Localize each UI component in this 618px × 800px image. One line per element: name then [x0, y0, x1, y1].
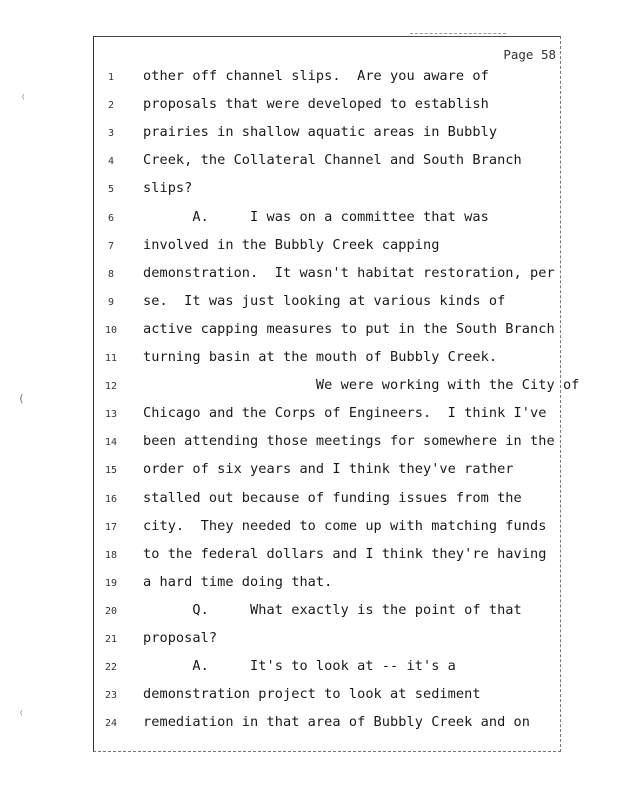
transcript-line: [0, 68, 618, 88]
line-text: proposal?: [143, 630, 218, 646]
page-number: Page 58: [503, 47, 556, 62]
line-number: 6: [107, 212, 115, 224]
transcript-line: [0, 433, 618, 453]
transcript-line: [0, 630, 618, 650]
line-number: 19: [104, 577, 118, 589]
transcript-line: [0, 490, 618, 510]
line-text: Q. What exactly is the point of that: [143, 601, 522, 618]
transcript-line: [0, 124, 618, 144]
transcript-line: [0, 658, 618, 678]
line-text: a hard time doing that.: [143, 573, 333, 590]
line-text: stalled out because of funding issues from the: [143, 489, 522, 506]
line-number: 8: [107, 268, 115, 280]
transcript-line: [0, 209, 618, 229]
line-number: 22: [104, 662, 118, 674]
margin-punch-mark: (: [18, 392, 25, 405]
line-number: 14: [104, 437, 118, 449]
margin-punch-mark: ⁽: [18, 708, 25, 721]
line-number: 24: [104, 718, 118, 730]
line-text: turning basin at the mouth of Bubbly Creek.: [143, 349, 498, 365]
line-text: se. It was just looking at various kinds of: [143, 292, 506, 309]
line-number: 20: [104, 605, 118, 617]
transcript-line: [0, 96, 618, 116]
line-number: 4: [107, 156, 115, 168]
line-text: involved in the Bubbly Creek capping: [143, 236, 440, 253]
line-number: 9: [107, 296, 115, 308]
transcript-line: [0, 237, 618, 257]
line-number: 17: [104, 521, 118, 533]
line-text: order of six years and I think they've rather: [143, 461, 514, 478]
line-text: been attending those meetings for somewhere in the: [143, 433, 555, 450]
line-number: 13: [104, 409, 118, 421]
transcript-line: [0, 686, 618, 706]
top-scan-artifact: [410, 33, 506, 37]
transcript-line: [0, 461, 618, 481]
line-text: demonstration project to look at sediment: [143, 686, 481, 703]
line-number: 1: [107, 72, 115, 83]
line-number: 23: [104, 690, 118, 702]
line-text: demonstration. It wasn't habitat restoration, per: [143, 264, 555, 281]
line-number: 5: [107, 184, 115, 196]
line-number: 3: [107, 128, 115, 140]
transcript-line: [0, 405, 618, 425]
line-number: 10: [104, 324, 118, 336]
line-number: 18: [104, 549, 118, 561]
transcript-line: [0, 349, 618, 369]
transcript-line: [0, 293, 618, 313]
line-text: city. They needed to come up with matching funds: [143, 517, 547, 534]
transcript-line: [0, 518, 618, 538]
margin-punch-mark: ⁽: [20, 92, 27, 105]
line-number: 16: [104, 493, 118, 505]
transcript-line: [0, 377, 618, 397]
line-text: active capping measures to put in the South Branch: [143, 320, 555, 337]
line-text: slips?: [143, 180, 193, 197]
line-number: 12: [104, 381, 118, 393]
line-text: Creek, the Collateral Channel and South Branch: [143, 152, 522, 169]
transcript-line: [0, 546, 618, 566]
line-text: We were working with the City of: [143, 377, 580, 394]
line-number: 7: [107, 240, 115, 252]
transcript-line: [0, 321, 618, 341]
transcript-line: [0, 714, 618, 734]
line-text: remediation in that area of Bubbly Creek and on: [143, 714, 531, 731]
line-text: to the federal dollars and I think they're having: [143, 545, 547, 562]
transcript-line: [0, 180, 618, 200]
line-text: other off channel slips. Are you aware of: [143, 68, 489, 84]
line-text: prairies in shallow aquatic areas in Bubbly: [143, 124, 498, 141]
transcript-line: [0, 152, 618, 172]
line-number: 15: [104, 465, 118, 477]
line-number: 2: [107, 100, 115, 112]
line-number: 11: [104, 353, 118, 364]
line-text: A. I was on a committee that was: [143, 208, 489, 225]
line-text: A. It's to look at -- it's a: [143, 658, 456, 675]
line-number: 21: [104, 634, 118, 645]
transcript-line: [0, 574, 618, 594]
line-text: Chicago and the Corps of Engineers. I think I've: [143, 405, 547, 422]
line-text: proposals that were developed to establish: [143, 96, 489, 113]
transcript-line: [0, 602, 618, 622]
transcript-line: [0, 265, 618, 285]
